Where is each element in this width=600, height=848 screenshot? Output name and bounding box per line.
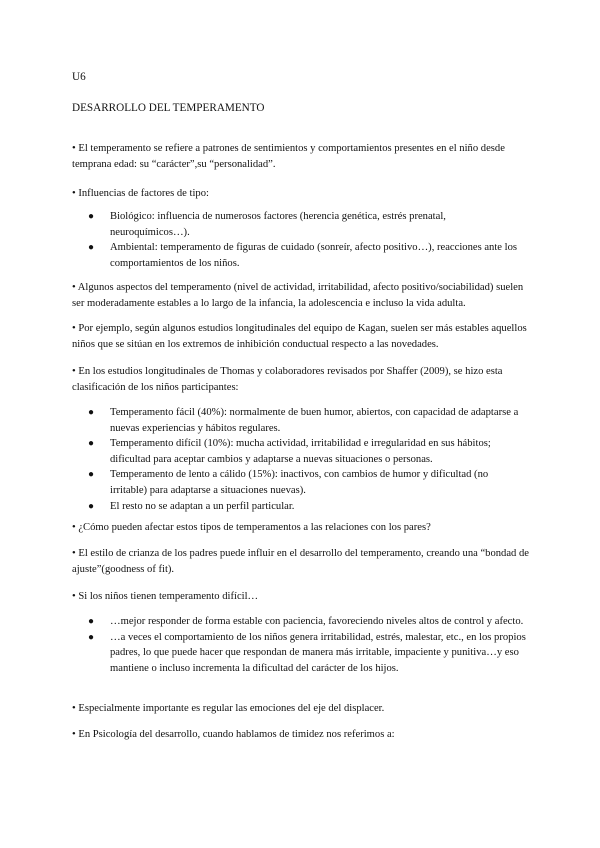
list-item-text: Ambiental: temperamento de figuras de cuidado (sonreír, afecto positivo…), reacciones ante los comportamientos de los niños. xyxy=(110,242,517,269)
list-item xyxy=(80,630,526,677)
bullet-icon: ● xyxy=(88,407,95,418)
bullet-icon: ● xyxy=(88,469,95,481)
page-title: DESARROLLO DEL TEMPERAMENTO xyxy=(72,102,265,114)
paragraph-stability: • Algunos aspectos del temperamento (nivel de actividad, irritabilidad, afecto positivo/sociabilidad) suelen ser moderadamente estables a lo largo de la infancia, la adolescencia e incluso la vida adulta. xyxy=(72,282,524,309)
paragraph-definition: • El temperamento se refiere a patrones de sentimientos y comportamientos presentes en el niño desde temprana edad: su “carácter”,su “personalidad”. xyxy=(72,143,505,170)
list-item-text: Temperamento fácil (40%): normalmente de buen humor, abiertos, con capacidad de adaptarse a nuevas experiencias y hábitos regulares. xyxy=(110,407,519,434)
paragraph-peers: • ¿Cómo pueden afectar estos tipos de temperamentos a las relaciones con los pares? xyxy=(72,522,431,533)
list-item xyxy=(80,614,526,630)
bullet-icon: ● xyxy=(88,438,95,450)
list-item-text: El resto no se adaptan a un perfil particular. xyxy=(110,500,295,512)
unit-label: U6 xyxy=(72,71,86,83)
bullet-icon: ● xyxy=(88,616,95,627)
classification-list xyxy=(80,405,526,514)
list-item-text: …mejor responder de forma estable con paciencia, favoreciendo niveles altos de control y afecto. xyxy=(110,616,524,627)
bullet-icon: ● xyxy=(88,500,95,512)
list-item-text: Temperamento de lento a cálido (15%): inactivos, con cambios de humor y dificultad (no irritable) para adaptarse a situaciones nuevas). xyxy=(110,469,489,496)
paragraph-shyness: • En Psicología del desarrollo, cuando hablamos de timidez nos referimos a: xyxy=(72,729,395,740)
list-item xyxy=(80,436,526,467)
paragraph-emotions: • Especialmente importante es regular las emociones del eje del displacer. xyxy=(72,703,385,714)
paragraph-kagan: • Por ejemplo, según algunos estudios longitudinales del equipo de Kagan, suelen ser más estables aquellos niños que se sitúan en los extremos de inhibición conductual respecto a las novedades. xyxy=(72,323,527,350)
influences-list xyxy=(80,209,526,271)
difficult-list xyxy=(80,614,526,676)
paragraph-thomas: • En los estudios longitudinales de Thomas y colaboradores revisados por Shaffer (2009), se hizo esta clasificación de los niños participantes: xyxy=(72,366,503,393)
list-item-text: Temperamento difícil (10%): mucha actividad, irritabilidad e irregularidad en sus hábitos; dificultad para aceptar cambios y adaptarse a nuevas situaciones o personas. xyxy=(110,438,491,465)
list-item-text: Biológico: influencia de numerosos factores (herencia genética, estrés prenatal, neuroquímicos…). xyxy=(110,211,446,238)
paragraph-difficult: • Si los niños tienen temperamento difícil… xyxy=(72,591,259,602)
bullet-icon: ● xyxy=(88,631,95,643)
paragraph-parenting: • El estilo de crianza de los padres puede influir en el desarrollo del temperamento, creando una “bondad de ajuste”(goodness of fit). xyxy=(72,548,530,575)
paragraph-influences: • Influencias de factores de tipo: xyxy=(72,188,209,199)
list-item xyxy=(80,499,526,515)
list-item xyxy=(80,467,526,498)
list-item xyxy=(80,209,526,240)
bullet-icon: ● xyxy=(88,242,95,254)
list-item xyxy=(80,240,526,271)
bullet-icon: ● xyxy=(88,211,95,222)
list-item-text: …a veces el comportamiento de los niños genera irritabilidad, estrés, malestar, etc., en los propios padres, lo que puede hacer que respondan de manera más irritable, impaciente y punitiva…y eso mantiene o incluso incrementa la dificultad del carácter de los hijos. xyxy=(110,631,526,674)
list-item xyxy=(80,405,526,436)
